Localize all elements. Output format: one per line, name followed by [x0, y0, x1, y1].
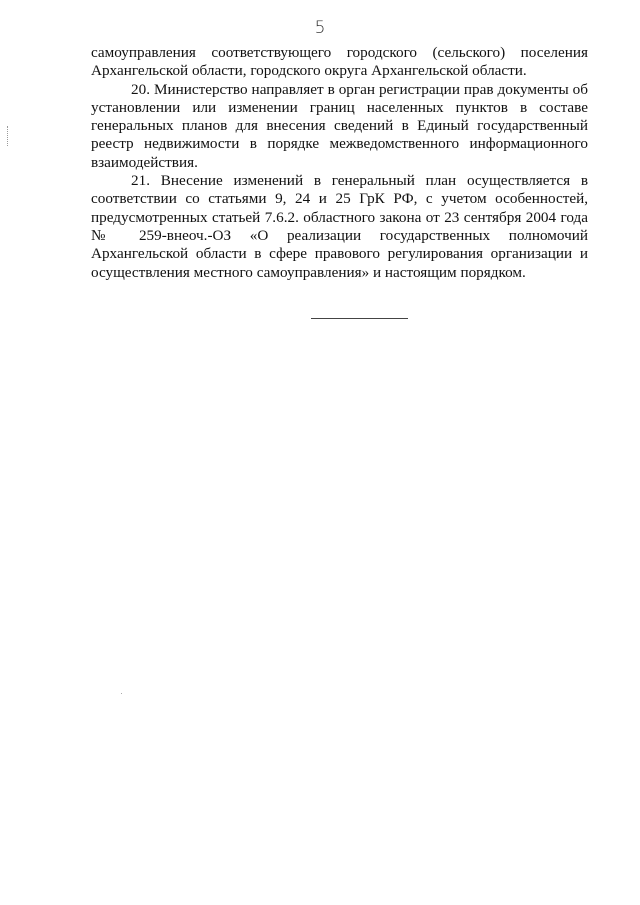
document-body [91, 44, 588, 282]
scan-speck [121, 693, 122, 694]
paragraph-continuation: самоуправления соответствующего городского (сельского) поселения Архангельской области, городского округа Архангельской области. [91, 44, 588, 80]
paragraph-20: 20. Министерство направляет в орган регистрации прав документы об установлении или изменении границ населенных пунктов в составе генеральных планов для внесения сведений в Единый государственный реестр недвижимости в порядке межведомственного информационного взаимодействия. [91, 80, 588, 171]
page-number: 5 [314, 18, 326, 38]
end-separator-line [311, 318, 408, 319]
paragraph-21: 21. Внесение изменений в генеральный план осуществляется в соответствии со статьями 9, 24 и 25 ГрК РФ, с учетом особенностей, предусмотренных статьей 7.6.2. областного закона от 23 сентября 2004 года № 259-внеоч.-ОЗ «О реализации государственных полномочий Архангельской области в сфере правового регулирования организации и осуществления местного самоуправления» и настоящим порядком. [91, 172, 588, 281]
margin-scan-mark [7, 126, 9, 146]
